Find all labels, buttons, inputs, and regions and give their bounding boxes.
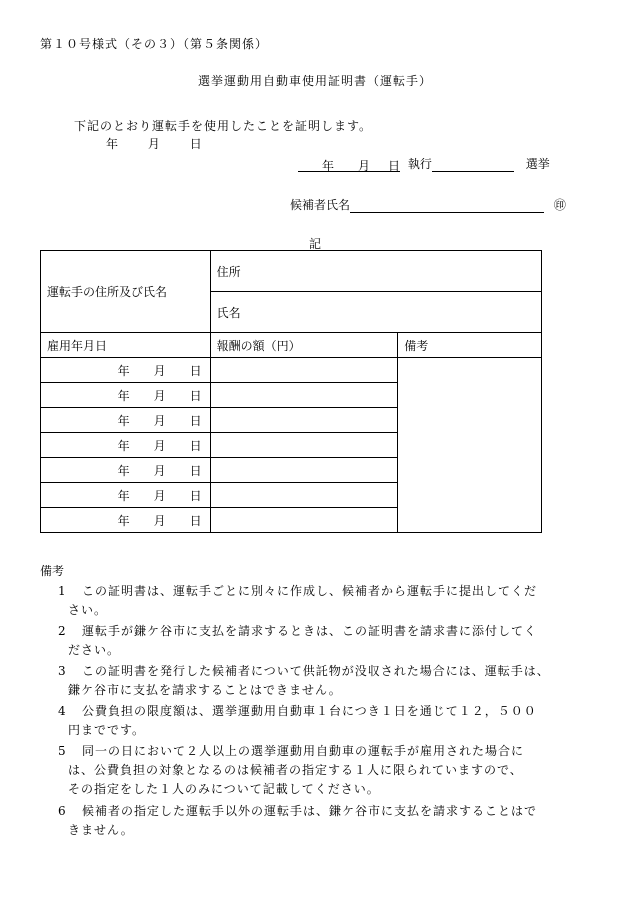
pay-cell: [210, 508, 398, 533]
candidate-label: 候補者氏名: [290, 198, 351, 212]
month-unit: 月: [147, 137, 160, 151]
candidate-line: [290, 196, 566, 213]
pay-header: 報酬の額（円）: [210, 333, 398, 358]
remarks-cell: [398, 358, 542, 533]
year-unit: 年: [106, 137, 119, 151]
pay-cell: [210, 383, 398, 408]
name-label: 氏名: [210, 292, 541, 333]
date-cell: 年 月 日: [41, 458, 211, 483]
employment-date-header: 雇用年月日: [41, 333, 211, 358]
date-cell: 年 月 日: [41, 383, 211, 408]
note-item: 2 運転手が鎌ケ谷市に支払を請求するときは、この証明書を請求書に添付してく ださい。: [58, 624, 538, 657]
blank-line: [370, 157, 388, 172]
blank-line: [350, 198, 544, 213]
day-unit: 日: [388, 159, 401, 173]
driver-header: 運転手の住所及び氏名: [41, 251, 211, 333]
execution-label: 執行: [407, 157, 432, 171]
month-unit: 月: [358, 159, 371, 173]
remarks-header: 備考: [398, 333, 542, 358]
day-unit: 日: [189, 137, 202, 151]
pay-cell: [210, 408, 398, 433]
note-item: 1 この証明書は、運転手ごとに別々に作成し、候補者から運転手に提出してくだ さい。: [58, 584, 538, 617]
blank-line: [298, 157, 322, 172]
pay-cell: [210, 458, 398, 483]
date-cell: 年 月 日: [41, 483, 211, 508]
seal-mark: ㊞: [553, 198, 566, 212]
pay-cell: [210, 483, 398, 508]
certification-text: 下記のとおり運転手を使用したことを証明します。: [74, 119, 373, 133]
pay-cell: [210, 433, 398, 458]
address-label: 住所: [210, 251, 541, 292]
ki-label: 記: [308, 237, 321, 251]
date-cell: 年 月 日: [41, 408, 211, 433]
notes-heading: 備考: [40, 564, 65, 578]
note-item: 4 公費負担の限度額は、選挙運動用自動車１台につき１日を通じて１２，５００ 円までです。: [58, 704, 537, 737]
note-item: 5 同一の日において２人以上の選挙運動用自動車の運転手が雇用された場合に は、公費負担の対象となるのは候補者の指定する１人に限られていますので、 その指定をした１人のみについて記載してください。: [58, 744, 525, 796]
year-unit: 年: [322, 159, 335, 173]
election-label: 選挙: [525, 157, 550, 171]
date-cell: 年 月 日: [41, 508, 211, 533]
document-title: 選挙運動用自動車使用証明書（運転手）: [197, 74, 432, 88]
pay-cell: [210, 358, 398, 383]
driver-table: [40, 250, 542, 533]
certification-date: [106, 135, 202, 152]
blank-line: [334, 157, 358, 172]
note-item: 3 この証明書を発行した候補者について供託物が没収された場合には、運転手は、 鎌ケ谷市に支払を請求することはできません。: [58, 664, 550, 697]
form-number: 第１０号様式（その３）（第５条関係）: [40, 37, 269, 51]
table-row: [41, 358, 542, 383]
date-cell: 年 月 日: [41, 358, 211, 383]
blank-line: [432, 157, 514, 172]
note-item: 6 候補者の指定した運転手以外の運転手は、鎌ケ谷市に支払を請求することはで きません。: [58, 804, 538, 837]
execution-line: [298, 155, 550, 172]
date-cell: 年 月 日: [41, 433, 211, 458]
